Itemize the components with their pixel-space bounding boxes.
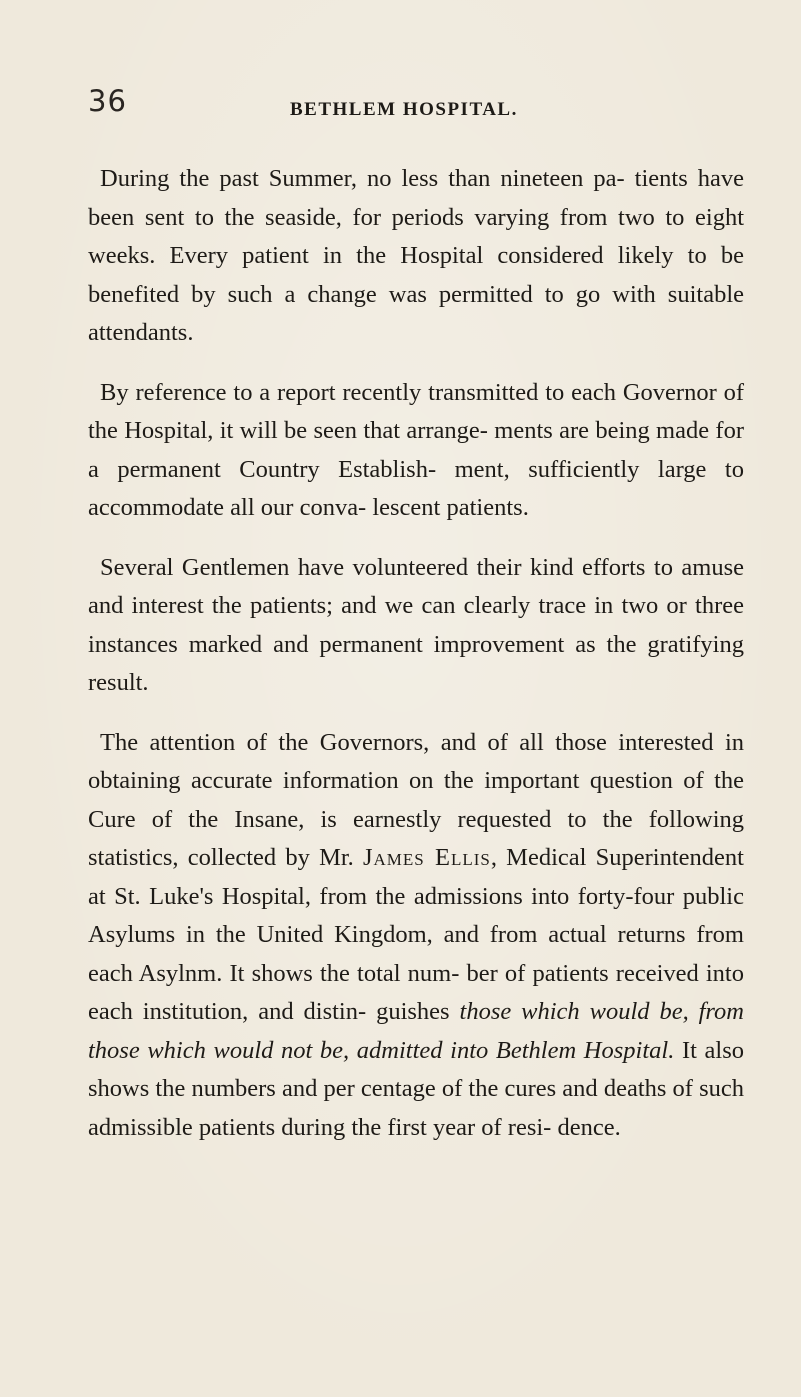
body-text xyxy=(88,160,744,1147)
paragraph-volunteers: Several Gentlemen have volunteered their kind efforts to amuse and interest the patients; and we can clearly trace in two or three instances marked and permanent improvement as the gratifying result. xyxy=(88,553,744,696)
running-title: BETHLEM HOSPITAL. xyxy=(290,99,518,120)
statistics-italic-text: those which would be, from those which would not be, admitted into Bethlem Hospital. xyxy=(88,998,744,1064)
statistics-text-part1: The attention of the Governors, and of all those interested in obtaining accurate information on the important question of the Cure of the Insane, is earnestly requested to the following statistics, collected by Mr. xyxy=(88,728,744,871)
statistics-text-part3: It also shows the numbers and per centage of the cures and deaths of such admissible patients during the first year of resi- dence. xyxy=(88,1036,745,1141)
paragraph-country-establishment: By reference to a report recently transmitted to each Governor of the Hospital, it will be seen that arrange- ments are being made for a permanent Country Establish- ment, sufficiently large to accommodate all our conva- lescent patients. xyxy=(88,378,744,521)
statistics-text-part2: , Medical Superintendent at St. Luke's Hospital, from the admissions into forty-four public Asylums in the United Kingdom, and from actual returns from each Asylnm. It shows the total num- ber of patients received into each institution, and distin- guishes xyxy=(88,844,744,1025)
paragraph-seaside: During the past Summer, no less than nineteen pa- tients have been sent to the seaside, for periods varying from two to eight weeks. Every patient in the Hospital considered likely to be benefited by such a change was permitted to go with suitable attendants. xyxy=(88,165,744,346)
paragraph-statistics xyxy=(88,724,744,1148)
page-number: 36 xyxy=(88,84,127,118)
superintendent-name: James Ellis xyxy=(363,844,491,871)
